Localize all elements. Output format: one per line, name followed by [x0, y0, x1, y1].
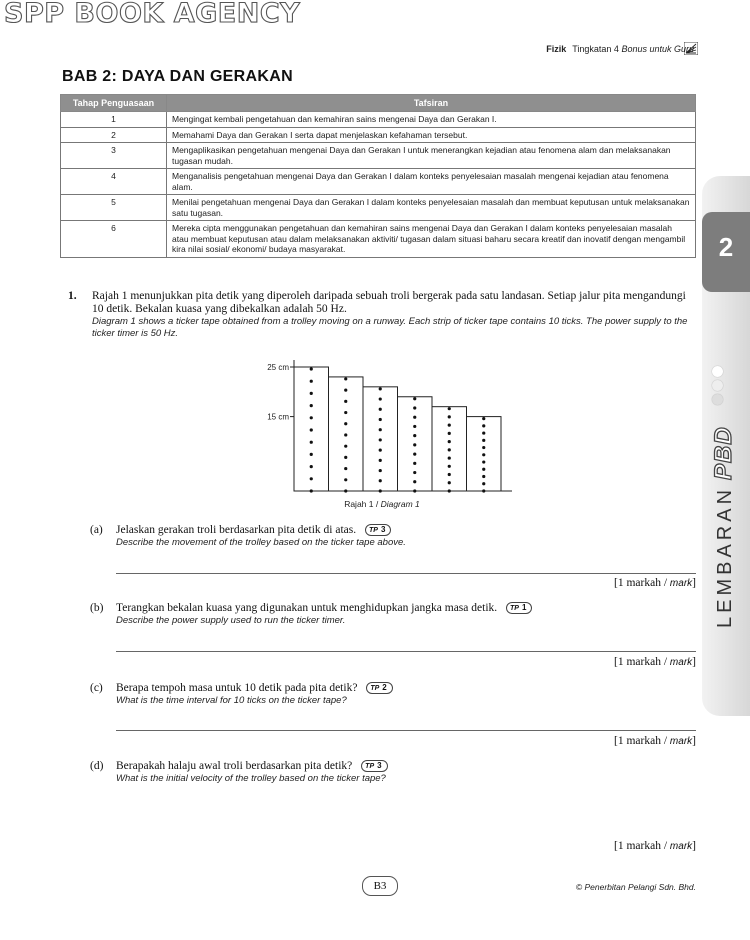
tick-dot	[413, 489, 416, 492]
tick-dot	[448, 448, 451, 451]
ticker-strip	[398, 397, 433, 493]
tick-dot	[310, 453, 313, 456]
tick-dot	[379, 438, 382, 441]
tick-dot	[482, 475, 485, 478]
tick-dot	[482, 424, 485, 427]
side-tab-word: LEMBARAN	[714, 485, 736, 628]
question-number: 1.	[68, 290, 77, 302]
side-tab-number: 2	[718, 232, 734, 262]
interpretation-cell: Menilai pengetahuan mengenai Daya dan Gerakan I dalam konteks penyelesaian masalah dan membuat keputusan untuk melaksanakan satu tugasan.	[167, 195, 696, 221]
tick-dot	[379, 449, 382, 452]
tick-dot	[344, 489, 347, 492]
tick-dot	[413, 471, 416, 474]
tick-dot	[344, 445, 347, 448]
answer-line[interactable]	[116, 730, 696, 731]
tick-dot	[379, 418, 382, 421]
subquestion-text-en: What is the initial velocity of the trolley based on the ticker tape?	[116, 773, 386, 785]
tick-dot	[344, 377, 347, 380]
subquestion-text-ms: Berapakah halaju awal troli berdasarkan pita detik?	[116, 760, 353, 772]
tick-dot	[310, 380, 313, 383]
tick-dot	[413, 443, 416, 446]
level-cell: 5	[61, 195, 167, 221]
tick-dot	[379, 408, 382, 411]
side-dot	[712, 380, 723, 391]
question-text-en: Diagram 1 shows a ticker tape obtained from a trolley moving on a runway. Each strip of ticker tape contains 10 ticks. The power supply to the ticker timer is 50 Hz.	[92, 316, 688, 339]
side-dot	[712, 366, 723, 377]
mastery-table	[60, 94, 696, 258]
tick-dot	[482, 417, 485, 420]
table-row	[61, 221, 696, 258]
tick-dot	[448, 407, 451, 410]
chart-yticks	[267, 363, 294, 422]
tick-dot	[344, 422, 347, 425]
tick-dot	[379, 387, 382, 390]
table-row	[61, 169, 696, 195]
level-cell: 6	[61, 221, 167, 258]
ticker-strip	[294, 367, 329, 493]
tick-dot	[448, 465, 451, 468]
tick-dot	[310, 428, 313, 431]
diagram-caption-en: Diagram 1	[380, 499, 420, 509]
watermark: SPP BOOK AGENCY	[4, 0, 301, 29]
subquestion-text-en: Describe the power supply used to run the ticker timer.	[116, 615, 346, 627]
ytick-label: 15 cm	[267, 412, 289, 422]
ticker-strip	[467, 417, 502, 493]
side-dot	[712, 394, 723, 405]
chart-strips	[294, 367, 501, 493]
tick-dot	[379, 489, 382, 492]
tick-dot	[482, 460, 485, 463]
level-cell: 2	[61, 127, 167, 143]
tick-dot	[413, 453, 416, 456]
subquestion-text-en: Describe the movement of the trolley based on the ticker tape above.	[116, 537, 406, 549]
tick-dot	[448, 481, 451, 484]
interpretation-cell: Menganalisis pengetahuan mengenai Daya dan Gerakan I dalam konteks penyelesaian masalah mengenai kejadian atau fenomena alam.	[167, 169, 696, 195]
tick-dot	[448, 415, 451, 418]
answer-line[interactable]	[116, 651, 696, 652]
tick-dot	[482, 439, 485, 442]
tick-dot	[344, 411, 347, 414]
header-level: Tahap Penguasaan	[61, 95, 167, 112]
ticker-strip	[329, 377, 364, 493]
tick-dot	[413, 480, 416, 483]
tick-dot	[379, 428, 382, 431]
subquestion-label: (d)	[90, 760, 104, 772]
level-cell: 3	[61, 143, 167, 169]
tick-dot	[344, 467, 347, 470]
tick-dot	[310, 392, 313, 395]
tick-dot	[482, 431, 485, 434]
header-interpretation: Tafsiran	[167, 95, 696, 112]
table-header-row	[61, 95, 696, 112]
tick-dot	[413, 425, 416, 428]
ticker-strip	[363, 387, 398, 493]
tick-dot	[413, 462, 416, 465]
tick-dot	[310, 465, 313, 468]
subquestion-text-en: What is the time interval for 10 ticks on the ticker tape?	[116, 695, 347, 707]
page-number: B3	[362, 876, 398, 896]
tick-dot	[448, 424, 451, 427]
ticker-tape-chart	[262, 356, 512, 498]
interpretation-cell: Mengaplikasikan pengetahuan mengenai Daya dan Gerakan I untuk menerangkan kejadian atau fenomena alam dan melaksanakan tugasan mudah.	[167, 143, 696, 169]
header-bonus: Bonus untuk Guru	[621, 44, 694, 54]
diagram-caption-ms: Rajah 1 /	[344, 499, 381, 509]
tick-dot	[310, 441, 313, 444]
table-row	[61, 112, 696, 128]
subquestion-text-ms: Berapa tempoh masa untuk 10 detik pada pita detik?	[116, 682, 358, 694]
subquestion-text-ms: Jelaskan gerakan troli berdasarkan pita detik di atas.	[116, 524, 357, 536]
tick-dot	[310, 367, 313, 370]
tick-dot	[413, 434, 416, 437]
tick-dot	[413, 406, 416, 409]
interpretation-cell: Mereka cipta menggunakan pengetahuan dan kemahiran sains mengenai Daya dan Gerakan I dalam konteks penyelesaian masalah atau membuat keputusan atau dalam melaksanakan aktiviti/ tugasan dalam situasi baharu secara kreatif dan inovatif dengan mengambil kira nilai sosial/ ekonomi/ budaya masyarakat.	[167, 221, 696, 258]
tick-dot	[310, 404, 313, 407]
table-row	[61, 143, 696, 169]
ytick-label: 25 cm	[267, 363, 289, 372]
tp-badge: TP 3	[361, 760, 387, 772]
publisher-credit: © Penerbitan Pelangi Sdn. Bhd.	[575, 882, 696, 892]
tick-dot	[448, 473, 451, 476]
tick-dot	[379, 469, 382, 472]
tick-dot	[344, 389, 347, 392]
answer-line[interactable]	[116, 573, 696, 574]
tick-dot	[413, 416, 416, 419]
tick-dot	[448, 489, 451, 492]
tick-dot	[448, 440, 451, 443]
tp-badge: TP 3	[365, 524, 391, 536]
tick-dot	[379, 479, 382, 482]
tick-dot	[344, 433, 347, 436]
tick-dot	[310, 477, 313, 480]
running-header	[546, 44, 694, 54]
tick-dot	[482, 446, 485, 449]
interpretation-cell: Mengingat kembali pengetahuan dan kemahiran sains mengenai Daya dan Gerakan I.	[167, 112, 696, 128]
chapter-title: BAB 2: DAYA DAN GERAKAN	[62, 68, 293, 85]
tick-dot	[482, 489, 485, 492]
header-form: Tingkatan 4	[572, 44, 619, 54]
tick-dot	[448, 456, 451, 459]
ticker-strip	[432, 407, 467, 493]
tick-dot	[482, 468, 485, 471]
signal-bars-icon	[684, 42, 698, 55]
level-cell: 4	[61, 169, 167, 195]
tick-dot	[379, 459, 382, 462]
tick-dot	[482, 482, 485, 485]
tp-badge: TP 1	[506, 602, 532, 614]
tick-dot	[413, 397, 416, 400]
table-row	[61, 195, 696, 221]
question-stem	[92, 290, 697, 340]
subquestion-label: (b)	[90, 602, 104, 614]
side-tab-brand: PBD	[710, 426, 737, 480]
interpretation-cell: Memahami Daya dan Gerakan I serta dapat menjelaskan kefahaman tersebut.	[167, 127, 696, 143]
header-subject: Fizik	[546, 44, 567, 54]
tick-dot	[448, 432, 451, 435]
tick-dot	[344, 456, 347, 459]
mark-label: [1 markah / mark]	[614, 577, 696, 589]
mark-label: [1 markah / mark]	[614, 840, 696, 852]
tick-dot	[310, 489, 313, 492]
tick-dot	[482, 453, 485, 456]
mark-label: [1 markah / mark]	[614, 656, 696, 668]
level-cell: 1	[61, 112, 167, 128]
tp-badge: TP 2	[366, 682, 392, 694]
tick-dot	[344, 400, 347, 403]
subquestion-label: (a)	[90, 524, 103, 536]
subquestion-label: (c)	[90, 682, 103, 694]
question-text-ms: Rajah 1 menunjukkan pita detik yang diperoleh daripada sebuah troli bergerak pada satu landasan. Setiap jalur pita mengandungi 10 detik. Bekalan kuasa yang dibekalkan adalah 50 Hz.	[92, 290, 686, 315]
diagram-caption	[262, 499, 502, 509]
table-row	[61, 127, 696, 143]
tick-dot	[344, 478, 347, 481]
mark-label: [1 markah / mark]	[614, 735, 696, 747]
tick-dot	[310, 416, 313, 419]
subquestion-text-ms: Terangkan bekalan kuasa yang digunakan untuk menghidupkan jangka masa detik.	[116, 602, 498, 614]
tick-dot	[379, 397, 382, 400]
